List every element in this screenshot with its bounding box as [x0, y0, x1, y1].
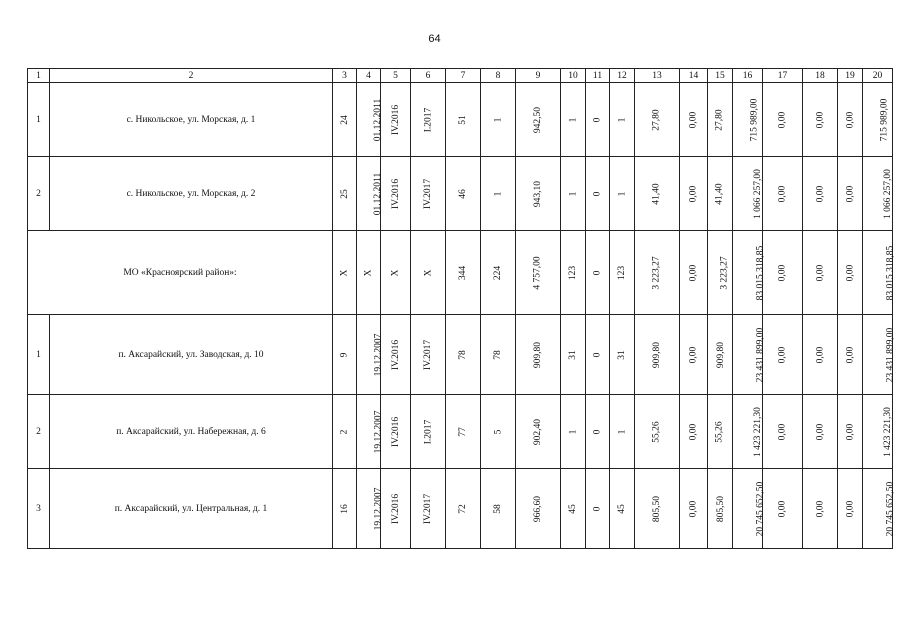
cell-text: I.2017	[422, 107, 433, 132]
value-cell	[446, 157, 481, 231]
row-number: 2	[28, 157, 50, 231]
cell-text: 3 223,27	[719, 255, 730, 290]
table-row	[28, 469, 893, 549]
value-cell	[803, 83, 838, 157]
cell-text: 715 989,00	[749, 98, 760, 141]
value-cell	[446, 395, 481, 469]
value-cell	[586, 395, 610, 469]
value-cell	[357, 469, 384, 549]
value-cell	[733, 231, 766, 315]
value-cell	[411, 83, 446, 157]
cell-text: 0,00	[688, 500, 699, 517]
cell-text: IV.2017	[423, 339, 433, 370]
cell-text: I.2017	[422, 419, 433, 444]
value-cell	[333, 231, 357, 315]
value-cell	[586, 231, 610, 315]
cell-text: 55,26	[652, 420, 662, 443]
row-number: 2	[28, 395, 50, 469]
header-cell: 6	[411, 69, 446, 83]
data-table	[27, 68, 896, 549]
cell-text: IV.2016	[391, 178, 402, 209]
header-cell: 10	[561, 69, 586, 83]
cell-text: X	[423, 269, 433, 276]
value-cell	[446, 469, 481, 549]
table-row	[28, 315, 893, 395]
value-cell	[446, 83, 481, 157]
value-cell	[381, 231, 411, 315]
cell-text: 27,80	[715, 108, 725, 131]
cell-text: 27,80	[652, 108, 662, 131]
value-cell	[561, 157, 586, 231]
value-cell	[803, 395, 838, 469]
cell-text: 0,00	[688, 264, 699, 281]
row-number: 1	[28, 315, 50, 395]
value-cell	[586, 157, 610, 231]
cell-text: 715 989,00	[879, 98, 890, 141]
value-cell	[708, 315, 733, 395]
cell-text: 78	[458, 349, 468, 360]
value-cell	[733, 315, 766, 395]
header-cell: 14	[680, 69, 708, 83]
cell-text: 942,50	[533, 106, 543, 133]
value-cell	[481, 231, 516, 315]
value-cell	[838, 315, 863, 395]
header-cell: 8	[481, 69, 516, 83]
value-cell	[446, 231, 481, 315]
value-cell	[516, 231, 561, 315]
value-cell	[763, 315, 803, 395]
cell-text: 0	[592, 429, 603, 434]
cell-text: 0,00	[688, 423, 699, 440]
value-cell	[411, 157, 446, 231]
value-cell	[381, 83, 411, 157]
value-cell	[516, 83, 561, 157]
cell-text: 909,80	[652, 341, 662, 368]
cell-text: 0	[592, 352, 603, 357]
address-cell: п. Аксарайский, ул. Заводская, д. 10	[50, 315, 333, 395]
header-cell: 11	[586, 69, 610, 83]
cell-text: 123	[617, 265, 627, 280]
value-cell	[610, 231, 635, 315]
value-cell	[708, 469, 733, 549]
value-cell	[635, 395, 680, 469]
header-cell: 17	[763, 69, 803, 83]
value-cell	[708, 231, 733, 315]
value-cell	[357, 83, 384, 157]
cell-text: 0,00	[777, 185, 788, 202]
cell-text: 23 431 899,00	[885, 327, 896, 382]
cell-text: 3 223,27	[652, 255, 662, 290]
cell-text: 2	[339, 429, 350, 434]
cell-text: 1 423 221,30	[882, 406, 893, 457]
cell-text: 16	[339, 503, 350, 514]
cell-text: 0,00	[688, 111, 699, 128]
value-cell	[610, 395, 635, 469]
cell-text: 1	[568, 429, 578, 434]
value-cell	[481, 83, 516, 157]
value-cell	[863, 395, 893, 469]
cell-text: 0,00	[777, 423, 788, 440]
value-cell	[763, 83, 803, 157]
cell-text: 909,80	[716, 341, 727, 368]
value-cell	[635, 83, 680, 157]
cell-text: 5	[493, 429, 503, 434]
value-cell	[610, 469, 635, 549]
value-cell	[516, 395, 561, 469]
value-cell	[838, 469, 863, 549]
cell-text: 966,60	[533, 495, 543, 522]
cell-text: 01.12.2011	[373, 98, 384, 141]
cell-text: 805,50	[716, 495, 727, 522]
header-cell: 12	[610, 69, 635, 83]
value-cell	[838, 395, 863, 469]
cell-text: 9	[339, 352, 350, 357]
value-cell	[635, 231, 680, 315]
header-cell: 15	[708, 69, 733, 83]
value-cell	[333, 83, 357, 157]
cell-text: 1	[617, 429, 627, 434]
cell-text: 0,00	[688, 185, 699, 202]
value-cell	[610, 157, 635, 231]
page-number: 64	[428, 33, 441, 45]
value-cell	[838, 83, 863, 157]
header-row	[28, 69, 893, 83]
cell-text: 25	[339, 188, 350, 199]
cell-text: 344	[458, 265, 468, 280]
cell-text: 0,00	[845, 500, 855, 517]
value-cell	[838, 231, 863, 315]
value-cell	[411, 395, 446, 469]
cell-text: IV.2017	[423, 178, 433, 209]
header-cell: 7	[446, 69, 481, 83]
table-row	[28, 157, 893, 231]
cell-text: 45	[617, 503, 627, 514]
cell-text: 0,00	[777, 500, 788, 517]
value-cell	[561, 315, 586, 395]
cell-text: 45	[568, 503, 578, 514]
value-cell	[481, 157, 516, 231]
cell-text: 1	[617, 191, 627, 196]
cell-text: 23 431 899,00	[755, 327, 766, 382]
cell-text: 0,00	[815, 346, 825, 363]
header-cell: 16	[733, 69, 763, 83]
cell-text: 1	[493, 117, 503, 122]
table-row	[28, 395, 893, 469]
cell-text: 58	[493, 503, 503, 514]
cell-text: X	[390, 269, 401, 276]
cell-text: IV.2016	[391, 416, 402, 447]
value-cell	[381, 395, 411, 469]
cell-text: 46	[458, 188, 468, 199]
cell-text: 78	[493, 349, 503, 360]
header-cell: 18	[803, 69, 838, 83]
cell-text: 83 015 318,85	[755, 245, 766, 300]
value-cell	[733, 83, 763, 157]
cell-text: 51	[458, 114, 468, 125]
cell-text: 1 066 257,00	[752, 168, 763, 219]
cell-text: 41,40	[652, 182, 662, 205]
cell-text: 31	[617, 349, 627, 360]
cell-text: 1 423 221,30	[752, 406, 763, 457]
cell-text: 20 745 652,50	[885, 481, 896, 536]
cell-text: 902,40	[533, 418, 543, 445]
cell-text: 1 066 257,00	[882, 168, 893, 219]
header-cell: 5	[381, 69, 411, 83]
cell-text: 20 745 652,50	[755, 481, 766, 536]
value-cell	[708, 157, 733, 231]
value-cell	[333, 395, 357, 469]
value-cell	[516, 315, 561, 395]
value-cell	[586, 315, 610, 395]
row-number: 3	[28, 469, 50, 549]
cell-text: 0,00	[845, 423, 855, 440]
value-cell	[357, 157, 384, 231]
value-cell	[516, 157, 561, 231]
value-cell	[680, 395, 708, 469]
header-cell: 20	[863, 69, 893, 83]
cell-text: 1	[568, 191, 578, 196]
value-cell	[357, 395, 384, 469]
value-cell	[708, 395, 733, 469]
cell-text: 0,00	[815, 111, 825, 128]
value-cell	[586, 83, 610, 157]
value-cell	[635, 315, 680, 395]
address-cell: с. Никольское, ул. Морская, д. 2	[50, 157, 333, 231]
value-cell	[863, 231, 896, 315]
value-cell	[586, 469, 610, 549]
header-cell: 4	[357, 69, 381, 83]
value-cell	[561, 469, 586, 549]
value-cell	[610, 315, 635, 395]
value-cell	[381, 469, 411, 549]
table-row	[28, 83, 893, 157]
value-cell	[635, 469, 680, 549]
value-cell	[763, 469, 803, 549]
value-cell	[381, 315, 411, 395]
cell-text: 0	[592, 191, 603, 196]
cell-text: IV.2016	[391, 104, 402, 135]
value-cell	[863, 469, 896, 549]
cell-text: 909,80	[533, 341, 543, 368]
cell-text: 41,40	[715, 182, 725, 205]
cell-text: 4 757,00	[533, 255, 543, 290]
value-cell	[381, 157, 411, 231]
cell-text: 01.12.2011	[373, 172, 384, 215]
address-cell: п. Аксарайский, ул. Набережная, д. 6	[50, 395, 333, 469]
value-cell	[733, 395, 763, 469]
value-cell	[803, 231, 838, 315]
value-cell	[333, 469, 357, 549]
cell-text: 55,26	[715, 420, 725, 443]
header-cell: 3	[333, 69, 357, 83]
value-cell	[561, 231, 586, 315]
value-cell	[680, 157, 708, 231]
value-cell	[763, 157, 803, 231]
value-cell	[635, 157, 680, 231]
cell-text: 1	[493, 191, 503, 196]
cell-text: 0,00	[845, 185, 855, 202]
value-cell	[863, 315, 896, 395]
value-cell	[803, 315, 838, 395]
cell-text: IV.2016	[391, 493, 402, 524]
cell-text: 24	[339, 114, 350, 125]
cell-text: 0,00	[845, 264, 855, 281]
cell-text: 0,00	[777, 346, 788, 363]
cell-text: 123	[568, 265, 578, 280]
value-cell	[863, 157, 893, 231]
value-cell	[561, 395, 586, 469]
cell-text: 0	[592, 270, 603, 275]
header-cell: 9	[516, 69, 561, 83]
value-cell	[411, 231, 446, 315]
value-cell	[708, 83, 733, 157]
value-cell	[733, 157, 763, 231]
cell-text: 31	[568, 349, 578, 360]
cell-text: 0,00	[815, 500, 825, 517]
value-cell	[357, 231, 381, 315]
header-cell: 19	[838, 69, 863, 83]
cell-text: 72	[458, 503, 468, 514]
value-cell	[561, 83, 586, 157]
cell-text: 0	[592, 506, 603, 511]
header-cell: 13	[635, 69, 680, 83]
cell-text: 0	[592, 117, 603, 122]
value-cell	[610, 83, 635, 157]
address-cell: с. Никольское, ул. Морская, д. 1	[50, 83, 333, 157]
cell-text: 0,00	[688, 346, 699, 363]
value-cell	[411, 469, 446, 549]
value-cell	[803, 469, 838, 549]
value-cell	[763, 231, 803, 315]
value-cell	[863, 83, 893, 157]
value-cell	[763, 395, 803, 469]
value-cell	[481, 469, 516, 549]
cell-text: IV.2016	[391, 339, 402, 370]
cell-text: 0,00	[815, 185, 825, 202]
value-cell	[680, 315, 708, 395]
cell-text: 224	[493, 265, 503, 280]
row-number: 1	[28, 83, 50, 157]
cell-text: 0,00	[815, 264, 825, 281]
cell-text: X	[339, 269, 350, 276]
cell-text: 0,00	[815, 423, 825, 440]
cell-text: 1	[617, 117, 627, 122]
value-cell	[680, 83, 708, 157]
cell-text: 0,00	[777, 264, 788, 281]
subtotal-row	[28, 231, 893, 315]
cell-text: 77	[458, 426, 468, 437]
value-cell	[516, 469, 561, 549]
cell-text: 943,10	[533, 180, 543, 207]
cell-text: 1	[568, 117, 578, 122]
cell-text: 0,00	[845, 346, 855, 363]
value-cell	[838, 157, 863, 231]
value-cell	[357, 315, 384, 395]
address-cell: п. Аксарайский, ул. Центральная, д. 1	[50, 469, 333, 549]
cell-text: 0,00	[777, 111, 788, 128]
value-cell	[481, 395, 516, 469]
cell-text: 19.12.2007	[373, 333, 384, 376]
cell-text: 0,00	[845, 111, 855, 128]
value-cell	[733, 469, 766, 549]
value-cell	[333, 157, 357, 231]
cell-text: 805,50	[652, 495, 662, 522]
value-cell	[803, 157, 838, 231]
cell-text: 19.12.2007	[373, 410, 384, 453]
value-cell	[411, 315, 446, 395]
cell-text: X	[363, 269, 374, 276]
header-cell: 2	[50, 69, 333, 83]
region-label: МО «Красноярский район»:	[28, 231, 333, 315]
value-cell	[481, 315, 516, 395]
value-cell	[446, 315, 481, 395]
value-cell	[680, 469, 708, 549]
value-cell	[680, 231, 708, 315]
cell-text: 19.12.2007	[373, 487, 384, 530]
value-cell	[333, 315, 357, 395]
cell-text: IV.2017	[423, 493, 433, 524]
header-cell: 1	[28, 69, 50, 83]
cell-text: 83 015 318,85	[885, 245, 896, 300]
